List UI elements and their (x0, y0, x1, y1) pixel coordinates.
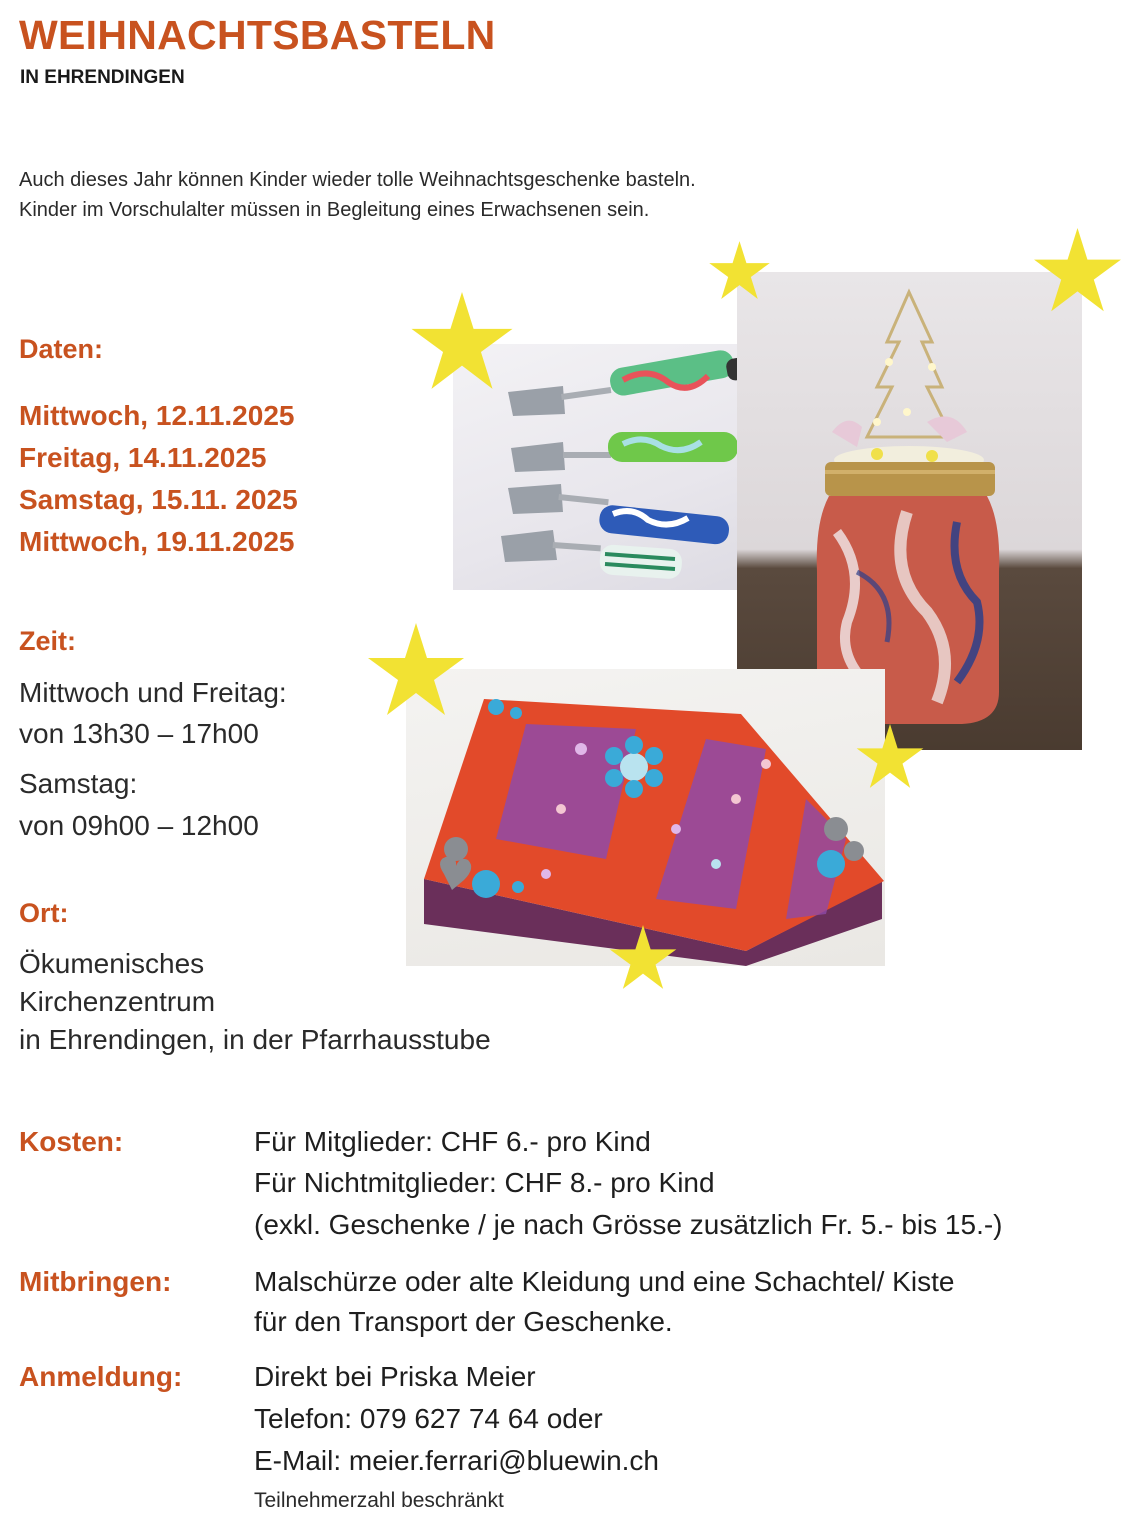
spoon-head (508, 386, 565, 416)
intro-line-2: Kinder im Vorschulalter müssen in Begleitung eines Erwachsenen sein. (19, 199, 650, 221)
zeit-heading: Zeit: (19, 626, 76, 656)
star-icon (1032, 228, 1123, 314)
ort-heading: Ort: (19, 898, 69, 928)
ort-line: in Ehrendingen, in der Pfarrhausstube (19, 1024, 491, 1055)
date-item: Mittwoch, 12.11.2025 (19, 400, 295, 431)
kosten-label: Kosten: (19, 1126, 124, 1157)
spoon-handle (608, 348, 736, 397)
star-icon (708, 240, 771, 302)
intro-line-1: Auch dieses Jahr können Kinder wieder tolle Weihnachtsgeschenke basteln. (19, 169, 696, 191)
kosten-line: (exkl. Geschenke / je nach Grösse zusätzlich Fr. 5.- bis 15.-) (254, 1209, 1003, 1240)
date-item: Mittwoch, 19.11.2025 (19, 526, 295, 557)
zeit-line: Mittwoch und Freitag: (19, 677, 287, 708)
mitbringen-line: für den Transport der Geschenke. (254, 1306, 673, 1337)
star-icon (608, 925, 678, 991)
teilnehmer-note: Teilnehmerzahl beschränkt (254, 1489, 504, 1512)
box-illustration (406, 669, 885, 966)
zeit-line: Samstag: (19, 768, 138, 799)
wire-tree (867, 292, 952, 437)
page-subtitle: IN EHRENDINGEN (20, 67, 185, 88)
ort-line: Kirchenzentrum (19, 986, 216, 1017)
star-icon (409, 292, 515, 392)
anmeldung-label: Anmeldung: (19, 1361, 183, 1392)
kosten-line: Für Nichtmitglieder: CHF 8.- pro Kind (254, 1167, 715, 1198)
daten-heading: Daten: (19, 334, 104, 364)
ort-line: Ökumenisches (19, 948, 205, 979)
kosten-line: Für Mitglieder: CHF 6.- pro Kind (254, 1126, 651, 1157)
mitbringen-line: Malschürze oder alte Kleidung und eine Schachtel/ Kiste (254, 1266, 955, 1297)
zeit-line: von 09h00 – 12h00 (19, 810, 259, 841)
page-title: WEIHNACHTSBASTELN (19, 12, 496, 58)
star-icon (366, 623, 466, 718)
date-item: Samstag, 15.11. 2025 (19, 484, 298, 515)
zeit-line: von 13h30 – 17h00 (19, 718, 259, 749)
jar-lid (825, 462, 995, 496)
star-icon (855, 724, 925, 790)
date-item: Freitag, 14.11.2025 (19, 442, 267, 473)
anmeldung-phone: Telefon: 079 627 74 64 oder (254, 1403, 603, 1434)
mitbringen-label: Mitbringen: (19, 1266, 172, 1297)
anmeldung-line: Direkt bei Priska Meier (254, 1361, 536, 1392)
anmeldung-email[interactable]: E-Mail: meier.ferrari@bluewin.ch (254, 1445, 659, 1476)
box-photo (406, 669, 885, 966)
